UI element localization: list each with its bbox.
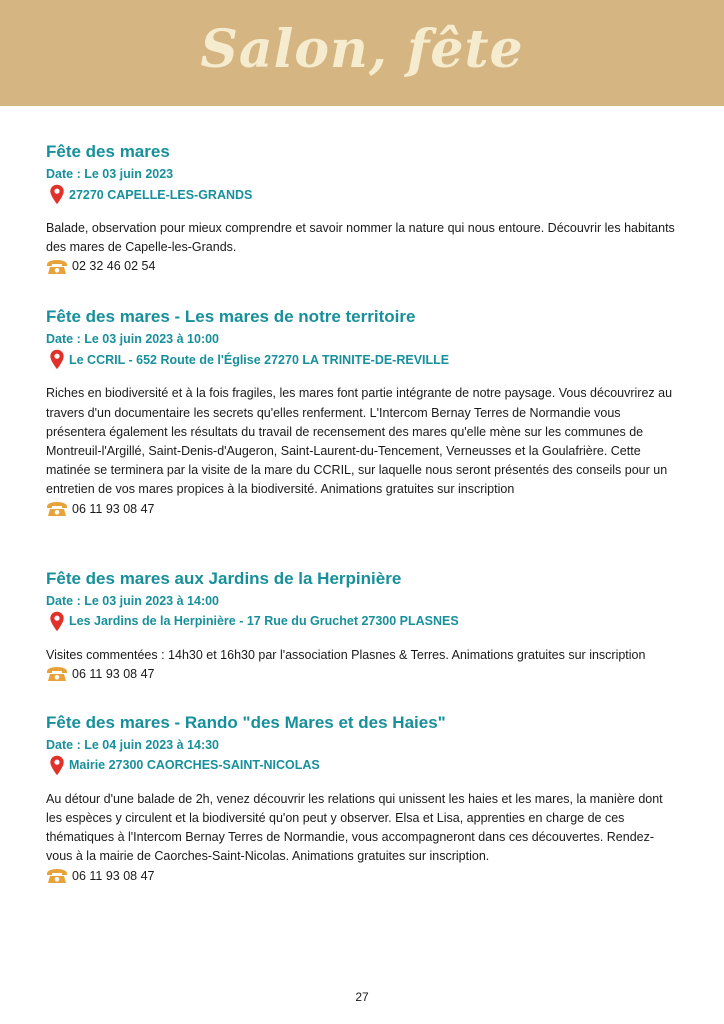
map-pin-icon [49,349,65,370]
event-date: Date : Le 03 juin 2023 à 14:00 [46,593,220,608]
event-phone [46,665,676,684]
event-date: Date : Le 03 juin 2023 [46,167,174,181]
event-item [46,140,676,276]
event-phone-number: 06 11 93 08 47 [72,501,155,516]
event-address [49,349,676,370]
event-title: Fête des mares - Les mares de notre territoire [46,307,416,327]
phone-icon [46,666,68,682]
event-description: Balade, observation pour mieux comprendre et savoir nommer la nature qui nous entoure. Découvrir les habitants des mares de Capelle-les-Grands. [46,221,675,255]
map-pin-icon [49,184,65,205]
event-description: Au détour d'une balade de 2h, venez découvrir les relations qui unissent les haies et les mares, la manière dont les espèces y circulent et la biodiversité qu'on peut y observer. Elsa et Lisa, apprenties en charge de ces thématiques à l'Intercom Bernay Terres de Normandie, vous accompagneront dans ces découvertes. Rendez-vous à la mairie de Caorches-Saint-Nicolas. Animations gratuites sur inscription. [46,791,663,864]
event-date: Date : Le 04 juin 2023 à 14:30 [46,737,220,752]
event-address-text: 27270 CAPELLE-LES-GRANDS [69,187,253,202]
event-title: Fête des mares - Rando "des Mares et des Haies" [46,712,446,732]
page-number: 27 [355,990,369,1004]
event-item [46,567,676,684]
event-title: Fête des mares [46,142,170,161]
event-phone-number: 06 11 93 08 47 [72,666,155,681]
phone-icon [46,868,68,884]
event-phone-number: 02 32 46 02 54 [72,259,156,274]
event-address-text: Mairie 27300 CAORCHES-SAINT-NICOLAS [69,758,320,773]
map-pin-icon [49,611,65,632]
event-address-text: Le CCRIL - 652 Route de l'Église 27270 LA TRINITE-DE-REVILLE [69,352,450,367]
event-description: Riches en biodiversité et à la fois fragiles, les mares font partie intégrante de notre paysage. Vous découvrirez au travers d'un documentaire les secrets qu'elles renferment. L'Intercom Bernay Terres de Normandie vous présentera également les résultats du travail de recensement des mares qu'elle mène sur les communes de Montreuil-l'Argillé, Saint-Denis-d'Augeron, Saint-Laurent-du-Tencement, Verneusses et la Goulafrière. Cette matinée se terminera par la visite de la mare du CCRIL, sur laquelle nous seront présentés des conseils pour un entretien de vos mares propices à la biodiversité. Animations gratuites sur inscription [46,386,673,497]
event-date: Date : Le 03 juin 2023 à 10:00 [46,332,220,347]
event-phone [46,257,676,276]
event-address-text: Les Jardins de la Herpinière - 17 Rue du Gruchet 27300 PLASNES [69,614,459,629]
map-pin-icon [49,755,65,776]
events-list [46,140,676,886]
event-phone-number: 06 11 93 08 47 [72,868,155,883]
event-address [49,755,676,776]
event-address [49,184,676,205]
event-address [49,611,676,632]
page-banner [0,0,724,106]
event-description: Visites commentées : 14h30 et 16h30 par l'association Plasnes & Terres. Animations gratuites sur inscription [46,647,646,662]
event-title: Fête des mares aux Jardins de la Herpinière [46,568,402,588]
event-phone [46,500,676,519]
event-item [46,711,676,886]
page-title: Salon, fête [200,18,524,80]
event-item [46,305,676,518]
event-phone [46,867,676,886]
phone-icon [46,259,68,275]
phone-icon [46,501,68,517]
